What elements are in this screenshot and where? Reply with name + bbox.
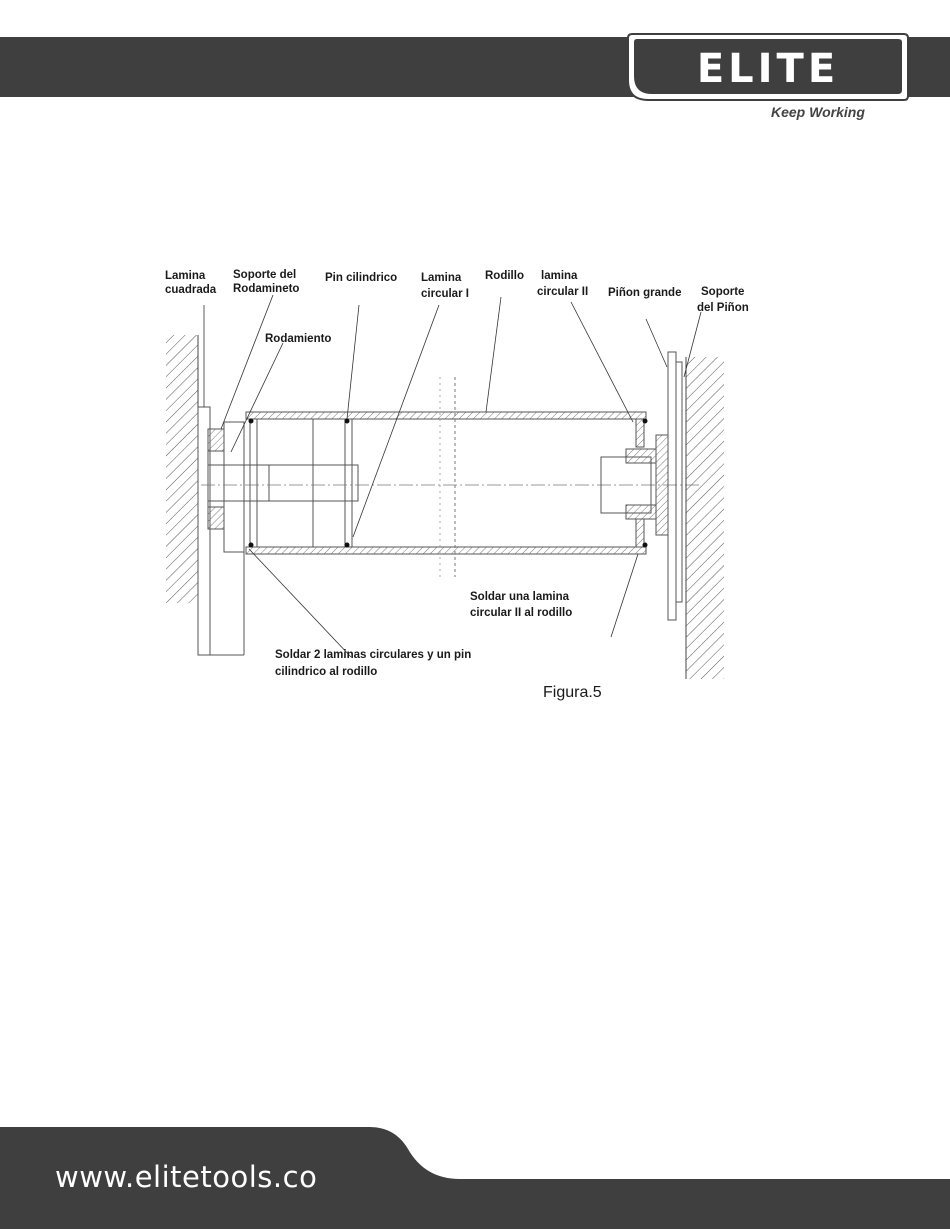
label-lamina-cuadrada: Lamina — [165, 270, 206, 282]
label-lamina-circular-1: Lamina — [421, 272, 462, 284]
label-soldar-2b: cilindrico al rodillo — [275, 666, 378, 678]
left-wall — [166, 335, 198, 603]
footer-url-link[interactable]: www.elitetools.co — [55, 1160, 318, 1194]
label-lamina-cuadrada-2: cuadrada — [165, 284, 217, 296]
label-soporte-rodamiento-2: Rodamineto — [233, 283, 300, 295]
label-pin: Pin cilindrico — [325, 272, 398, 284]
tagline: Keep Working — [771, 104, 865, 120]
elite-logo — [618, 30, 918, 106]
label-pinon-grande: Piñon grande — [608, 287, 682, 299]
label-rodillo: Rodillo — [485, 270, 524, 282]
label-soldar-2: Soldar 2 laminas circulares y un pin — [275, 649, 472, 661]
label-soporte-pinon: Soporte — [701, 286, 745, 298]
label-lamina-circular-1b: circular I — [421, 288, 469, 300]
label-lamina-circular-2: lamina — [541, 270, 578, 282]
label-soporte-pinon-2: del Piñon — [697, 302, 749, 314]
technical-figure — [161, 257, 759, 712]
label-rodamiento: Rodamiento — [265, 333, 332, 345]
logo-text: ELITE — [696, 46, 840, 92]
label-soporte-rodamiento: Soporte del — [233, 269, 297, 281]
label-soldar-una-2: circular II al rodillo — [470, 607, 573, 619]
figure-caption: Figura.5 — [543, 684, 602, 701]
label-lamina-circular-2b: circular II — [537, 286, 589, 298]
label-soldar-una: Soldar una lamina — [470, 591, 570, 603]
right-wall — [686, 357, 724, 679]
